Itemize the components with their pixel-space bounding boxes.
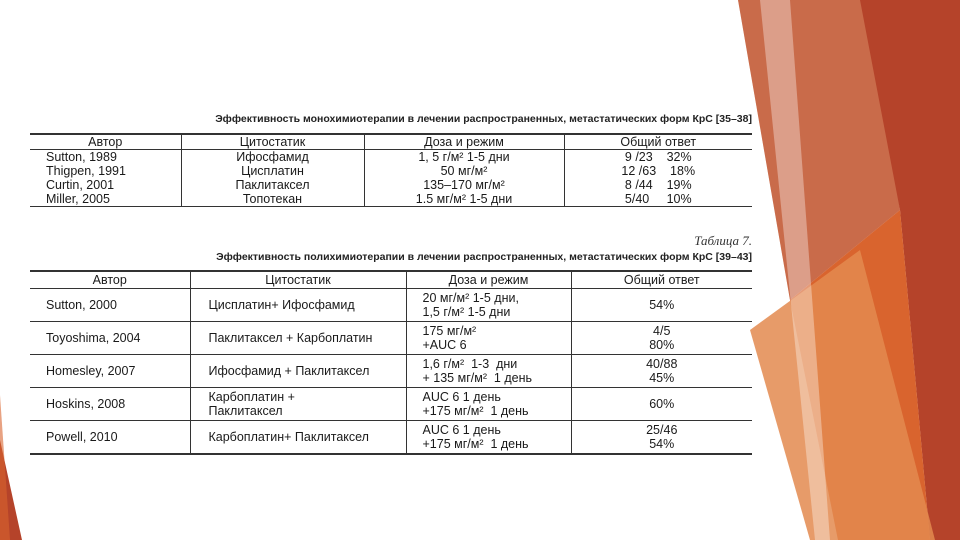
- author-cell: Miller, 2005: [30, 192, 181, 207]
- dose-line: AUC 6 1 день: [422, 423, 501, 437]
- table1-header-response: Общий ответ: [564, 134, 752, 150]
- table1-header-author: Автор: [30, 134, 181, 150]
- left-corner-facet-light: [0, 395, 10, 540]
- dose-line: 1,5 г/м² 1-5 дни: [422, 305, 511, 319]
- table-row: [30, 178, 752, 192]
- table1-header-drug: Цитостатик: [181, 134, 364, 150]
- response-line: 54%: [649, 298, 675, 312]
- polytherapy-table: [30, 270, 752, 455]
- table-row: [30, 289, 752, 322]
- dose-line: AUC 6 1 день: [422, 390, 501, 404]
- dose-line: 1,6 г/м² 1-3 дни: [422, 357, 518, 371]
- dose-line: + 135 мг/м² 1 день: [422, 371, 533, 385]
- author-cell: Sutton, 1989: [46, 150, 117, 164]
- dose-cell: 1.5 мг/м² 1-5 дни: [364, 192, 564, 207]
- table2-label: Таблица 7.: [694, 233, 752, 248]
- table2-caption: Эффективность полихимиотерапии в лечении распространенных, метастатических форм КрС [39–43]: [216, 251, 752, 263]
- table-row: [30, 388, 752, 421]
- table2-header-dose: Доза и режим: [406, 271, 571, 289]
- drug-cell: Ифосфамид: [181, 150, 364, 165]
- response-line: 40/88: [646, 357, 678, 371]
- drug-cell: Цисплатин+ Ифосфамид: [190, 289, 406, 322]
- response-line: 25/46: [646, 423, 678, 437]
- table-row: [30, 322, 752, 355]
- table-row: [30, 192, 752, 207]
- table2-header-drug: Цитостатик: [190, 271, 406, 289]
- author-cell: Thigpen, 1991: [46, 164, 126, 178]
- author-cell: Curtin, 2001: [46, 178, 115, 192]
- response-cell: 9 /23 32%: [564, 150, 752, 165]
- response-cell: 5/40 10%: [564, 192, 752, 207]
- response-line: 54%: [649, 437, 675, 451]
- drug-cell: Паклитаксел: [181, 178, 364, 192]
- dose-cell: 135–170 мг/м²: [364, 178, 564, 192]
- dose-cell: 50 мг/м²: [364, 164, 564, 178]
- dose-line: 20 мг/м² 1-5 дни,: [422, 291, 519, 305]
- dose-line: +175 мг/м² 1 день: [422, 404, 529, 418]
- table1-caption: Эффективность монохимиотерапии в лечении распространенных, метастатических форм КрС [35–38]: [215, 113, 752, 125]
- table1-header-row: [30, 134, 752, 150]
- drug-cell: Цисплатин: [181, 164, 364, 178]
- dose-line: 175 мг/м²: [422, 324, 477, 338]
- drug-cell: Карбоплатин + Паклитаксел: [190, 388, 406, 421]
- document-area: [30, 0, 752, 540]
- response-line: 45%: [649, 371, 675, 385]
- table-row: [30, 164, 752, 178]
- dose-line: +175 мг/м² 1 день: [422, 437, 529, 451]
- table2-header-author: Автор: [30, 271, 190, 289]
- table-row: [30, 421, 752, 455]
- author-cell: Sutton, 2000: [30, 289, 190, 322]
- dose-line: +AUC 6: [422, 338, 467, 352]
- response-line: 60%: [649, 397, 675, 411]
- drug-cell: Паклитаксел + Карбоплатин: [190, 322, 406, 355]
- author-cell: Toyoshima, 2004: [30, 322, 190, 355]
- table2-header-response: Общий ответ: [571, 271, 752, 289]
- author-cell: Hoskins, 2008: [30, 388, 190, 421]
- drug-cell: Топотекан: [181, 192, 364, 207]
- author-cell: Homesley, 2007: [30, 355, 190, 388]
- response-line: 80%: [649, 338, 675, 352]
- response-cell: 12 /63 18%: [564, 164, 752, 178]
- table-row: [30, 150, 752, 165]
- table1-header-dose: Доза и режим: [364, 134, 564, 150]
- response-cell: 8 /44 19%: [564, 178, 752, 192]
- table-row: [30, 355, 752, 388]
- monotherapy-table: [30, 133, 752, 207]
- response-line: 4/5: [653, 324, 671, 338]
- dose-cell: 1, 5 г/м² 1-5 дни: [364, 150, 564, 165]
- drug-cell: Ифосфамид + Паклитаксел: [190, 355, 406, 388]
- author-cell: Powell, 2010: [30, 421, 190, 455]
- drug-cell: Карбоплатин+ Паклитаксел: [190, 421, 406, 455]
- table2-header-row: [30, 271, 752, 289]
